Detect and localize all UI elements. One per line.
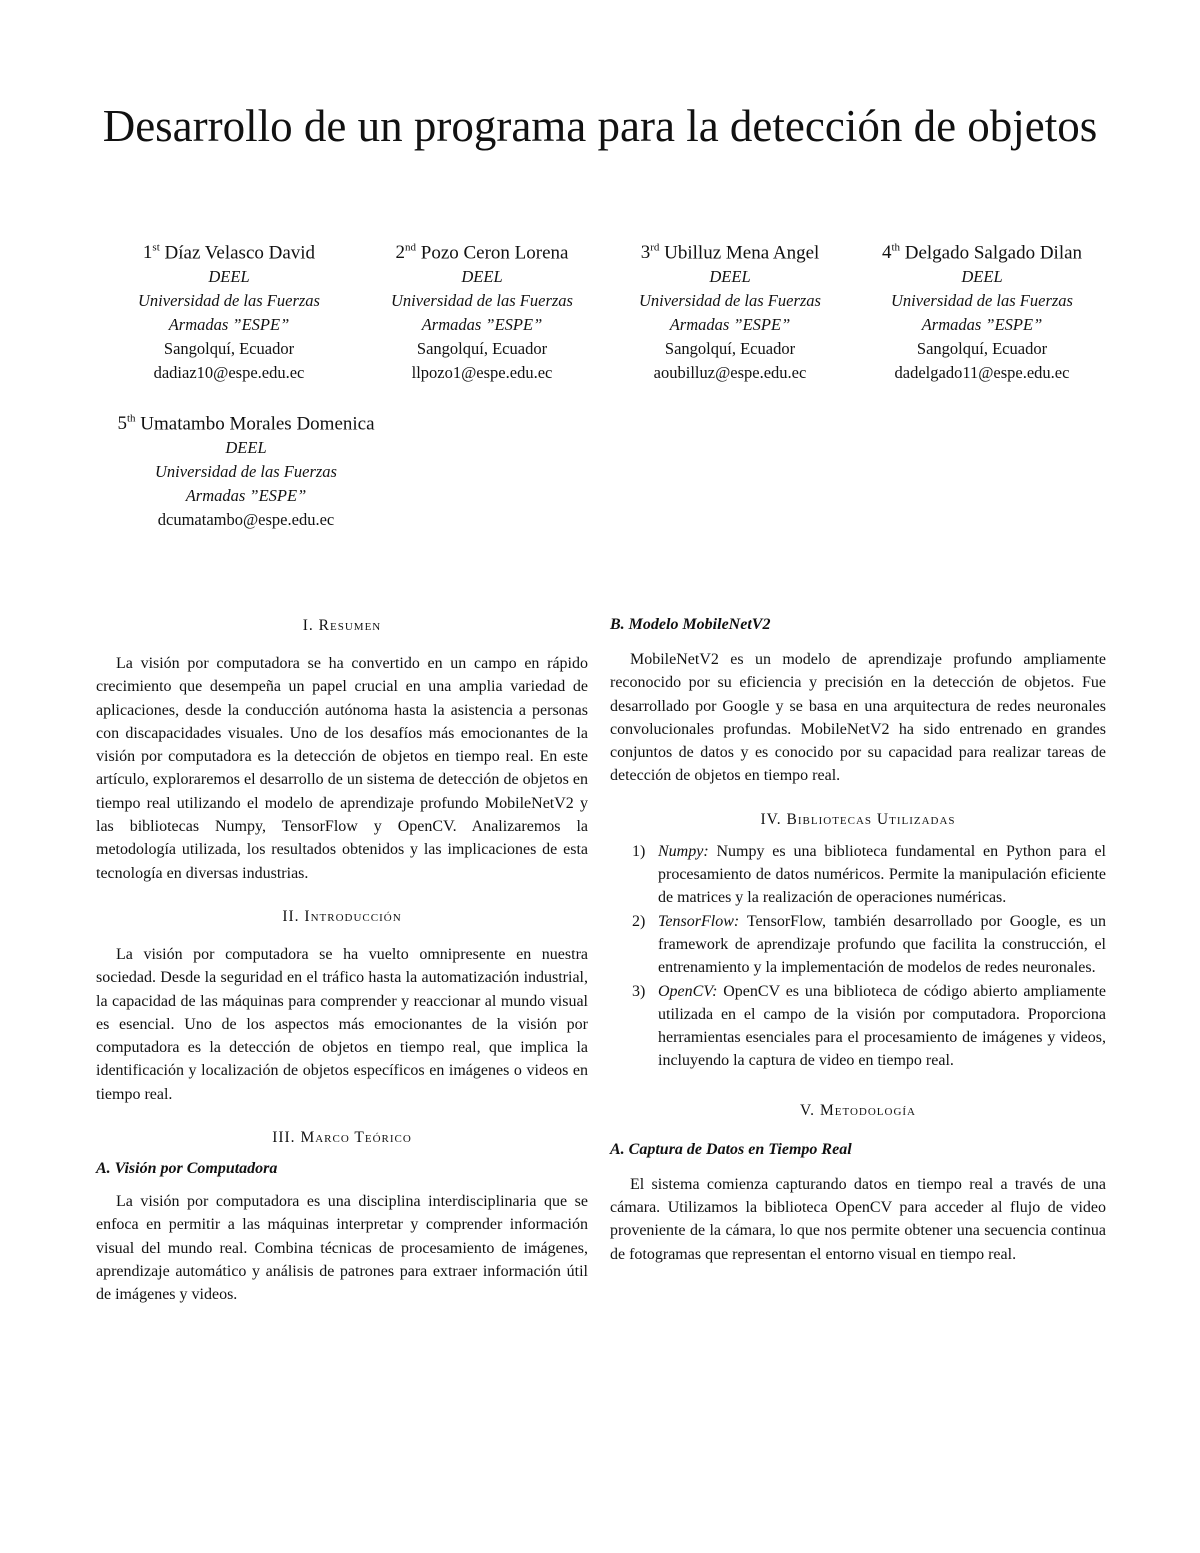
section-heading — [610, 806, 1106, 834]
section-title: Marco Teórico — [300, 1129, 412, 1147]
author-affiliation: Universidad de las Fuerzas — [391, 291, 573, 311]
author-block — [86, 407, 406, 532]
left-column — [96, 612, 588, 1307]
author-location: Sangolquí, Ecuador — [916, 339, 1048, 359]
author-affiliation: Universidad de las Fuerzas — [639, 291, 821, 311]
subsection-heading: A. Captura de Datos en Tiempo Real — [610, 1140, 852, 1158]
section-heading — [96, 1124, 588, 1152]
author-affiliation: Armadas ”ESPE” — [421, 315, 543, 335]
author-name: Delgado Salgado Dilan — [904, 242, 1083, 264]
author-ordinal-suffix: th — [891, 242, 900, 254]
list-item-number: 3) — [632, 982, 646, 1000]
list-item-text: TensorFlow, también desarrollado por Google, es un framework de aprendizaje profundo que facilita la construcción, el entrenamiento y la implementación de modelos de redes neuronales. — [658, 912, 1107, 977]
author-name: Díaz Velasco David — [164, 242, 316, 264]
list-item-number: 2) — [632, 912, 646, 930]
author-ordinal: 5 — [117, 413, 127, 435]
list-item-label: Numpy: — [658, 842, 709, 860]
author-name: Umatambo Morales Domenica — [140, 413, 375, 435]
list-item — [610, 840, 1106, 910]
section-number: II. — [282, 907, 300, 925]
section-paragraph: MobileNetV2 es un modelo de aprendizaje profundo ampliamente reconocido por su eficiencia y precisión en la detección de objetos. Fue desarrollado por Google y se basa en una arquitectura de redes neuronales convolucionales profundas. MobileNetV2 ha sido entrenado en grandes conjuntos de datos y es conocido por su capacidad para realizar tareas de detección de objetos en tiempo real. — [610, 651, 1106, 785]
author-department: DEEL — [225, 438, 267, 458]
subsection-heading: A. Visión por Computadora — [96, 1160, 278, 1178]
section-title: Bibliotecas Utilizadas — [786, 810, 956, 828]
author-ordinal-suffix: rd — [650, 242, 660, 254]
section-heading — [96, 612, 588, 640]
section-title: Resumen — [318, 617, 382, 634]
author-location: Sangolquí, Ecuador — [163, 339, 295, 359]
list-item-text: Numpy es una biblioteca fundamental en Python para el procesamiento de datos numéricos. Permite la manipulación eficiente de matrices y la realización de operaciones numéricas. — [658, 842, 1107, 907]
author-department: DEEL — [709, 267, 751, 287]
section-number: I. — [302, 617, 314, 634]
author-affiliation: Universidad de las Fuerzas — [155, 462, 337, 482]
author-email[interactable]: dadelgado11@espe.edu.ec — [894, 363, 1070, 383]
author-name-line — [104, 236, 354, 265]
author-email[interactable]: aoubilluz@espe.edu.ec — [653, 363, 807, 383]
section-number: IV. — [760, 810, 782, 828]
author-name: Pozo Ceron Lorena — [420, 242, 569, 264]
author-name-line — [857, 236, 1107, 265]
author-ordinal: 3 — [640, 242, 651, 264]
author-affiliation: Armadas ”ESPE” — [168, 315, 290, 335]
author-block — [357, 236, 607, 385]
list-item — [610, 910, 1106, 980]
author-location: Sangolquí, Ecuador — [664, 339, 796, 359]
section-paragraph: La visión por computadora se ha vuelto omnipresente en nuestra sociedad. Desde la seguridad en el tráfico hasta la automatización industrial, la capacidad de las máquinas para comprender y reaccionar al mundo visual es esencial. Uno de los aspectos más emocionantes de la visión por computadora es la detección de objetos en tiempo real, que implica la identificación y localización de objetos específicos en imágenes o videos en tiempo real. — [96, 945, 588, 1103]
author-ordinal: 4 — [881, 242, 892, 264]
author-ordinal-suffix: nd — [405, 242, 416, 254]
author-department: DEEL — [461, 267, 503, 287]
section-paragraph: El sistema comienza capturando datos en tiempo real a través de una cámara. Utilizamos la biblioteca OpenCV para acceder al flujo de video proveniente de la cámara, lo que nos permite obtener una secuencia continua de fotogramas que representan el entorno visual en tiempo real. — [610, 1175, 1106, 1263]
author-name-line — [86, 407, 406, 436]
author-affiliation: Armadas ”ESPE” — [921, 315, 1043, 335]
author-ordinal-suffix: st — [152, 242, 160, 254]
list-item-text: OpenCV es una biblioteca de código abierto ampliamente utilizada en el campo de la visión por computadora. Proporciona herramientas esenciales para el procesamiento de imágenes y videos, incluyendo la captura de video en tiempo real. — [658, 982, 1107, 1070]
list-item — [610, 980, 1106, 1073]
right-column — [610, 612, 1106, 1266]
author-ordinal: 2 — [395, 242, 405, 264]
section-title: Metodología — [819, 1101, 917, 1119]
author-affiliation: Universidad de las Fuerzas — [138, 291, 320, 311]
section-number: III. — [272, 1129, 296, 1147]
author-email[interactable]: dadiaz10@espe.edu.ec — [153, 363, 305, 383]
author-ordinal: 1 — [142, 242, 153, 264]
author-email[interactable]: llpozo1@espe.edu.ec — [411, 363, 553, 383]
section-heading — [96, 903, 588, 931]
author-email[interactable]: dcumatambo@espe.edu.ec — [157, 510, 335, 530]
list-item-label: TensorFlow: — [658, 912, 740, 930]
author-ordinal-suffix: th — [126, 413, 136, 425]
author-block — [104, 236, 354, 385]
author-block — [857, 236, 1107, 385]
section-paragraph: La visión por computadora es una disciplina interdisciplinaria que se enfoca en permitir a las máquinas interpretar y comprender información visual del mundo real. Combina técnicas de procesamiento de imágenes, aprendizaje automático y análisis de patrones para extraer información útil de imágenes y videos. — [96, 1193, 588, 1304]
section-paragraph: La visión por computadora se ha convertido en un campo en rápido crecimiento que desempeña un papel crucial en una amplia variedad de aplicaciones, desde la conducción autónoma hasta la asistencia a personas con discapacidades visuales. Uno de los desafíos más emocionantes de la visión por computadora es la detección de objetos en tiempo real. En este artículo, exploraremos el desarrollo de un sistema de detección de objetos en tiempo real utilizando el modelo de aprendizaje profundo MobileNetV2 y las bibliotecas Numpy, TensorFlow y OpenCV. Analizaremos la metodología utilizada, los resultados obtenidos y las implicaciones de esta tecnología en diversas industrias. — [96, 655, 588, 882]
paper-title: Desarrollo de un programa para la detección de objetos — [102, 101, 1098, 151]
author-location: Sangolquí, Ecuador — [416, 339, 548, 359]
author-department: DEEL — [961, 267, 1003, 287]
author-affiliation: Armadas ”ESPE” — [669, 315, 791, 335]
author-department: DEEL — [208, 267, 250, 287]
author-name: Ubilluz Mena Angel — [664, 242, 820, 264]
author-name-line — [605, 236, 855, 265]
subsection-heading: B. Modelo MobileNetV2 — [610, 616, 771, 633]
list-item-label: OpenCV: — [658, 982, 718, 1000]
section-title: Introducción — [304, 907, 402, 925]
section-heading — [610, 1097, 1106, 1125]
list-item-number: 1) — [632, 842, 646, 860]
author-affiliation: Armadas ”ESPE” — [185, 486, 307, 506]
section-number: V. — [799, 1101, 816, 1119]
author-affiliation: Universidad de las Fuerzas — [891, 291, 1073, 311]
author-name-line — [357, 236, 607, 265]
author-block — [605, 236, 855, 385]
library-list — [610, 840, 1106, 1073]
